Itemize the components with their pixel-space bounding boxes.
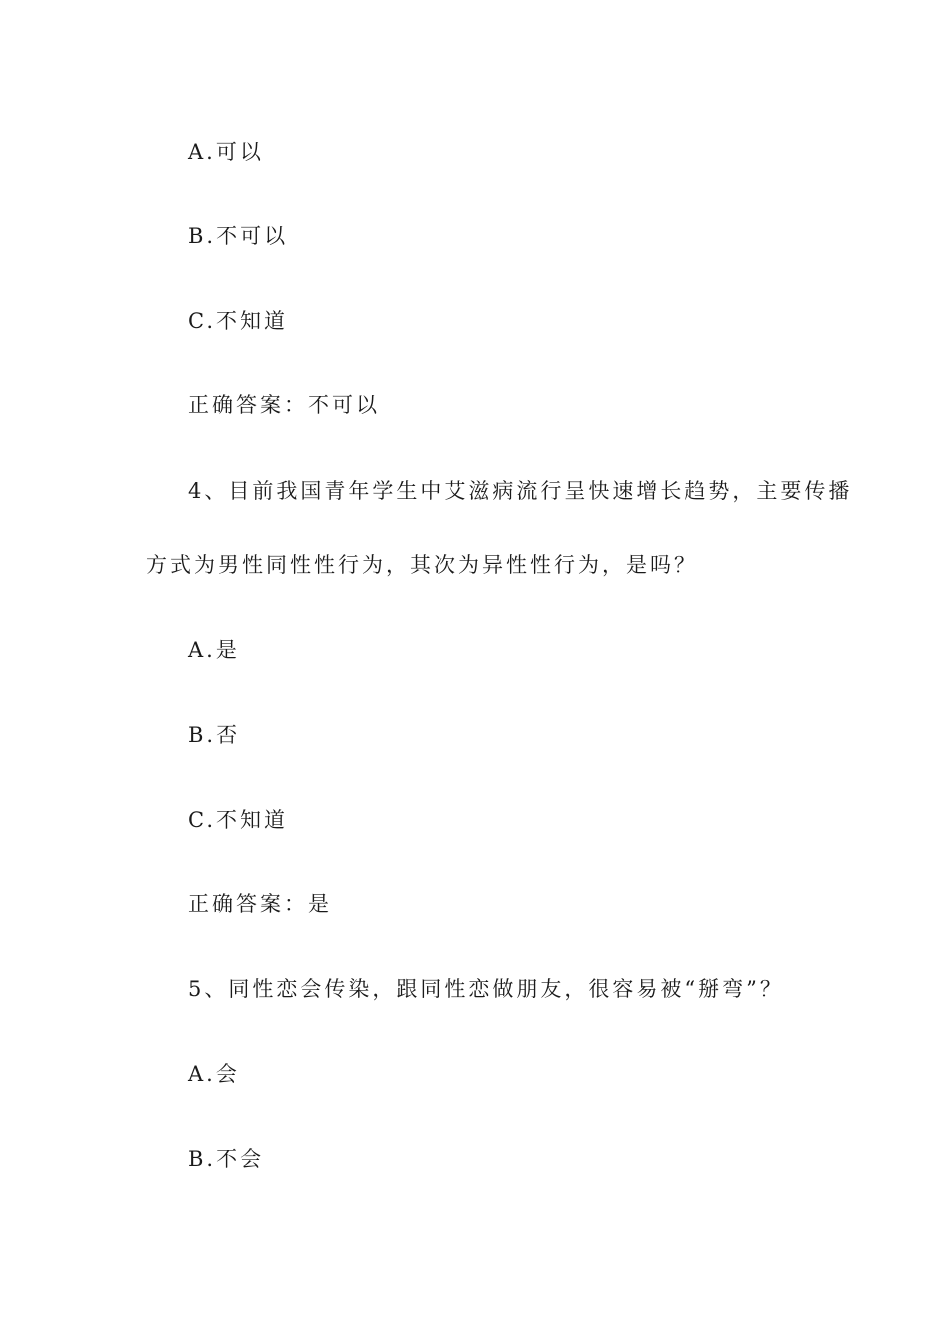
q3-option-a: A.可以 xyxy=(188,140,264,164)
q4-option-b: B.否 xyxy=(188,723,241,747)
q3-option-c: C.不知道 xyxy=(188,309,288,333)
q3-answer: 正确答案：不可以 xyxy=(188,393,380,417)
q5-option-a: A.会 xyxy=(188,1062,240,1086)
q5-question: 5、同性恋会传染，跟同性恋做朋友，很容易被“掰弯”？ xyxy=(188,977,784,1001)
q4-answer: 正确答案：是 xyxy=(188,892,332,916)
q3-option-b: B.不可以 xyxy=(188,224,289,248)
q4-option-c: C.不知道 xyxy=(188,808,288,832)
q4-option-a: A.是 xyxy=(188,638,240,662)
q5-option-b: B.不会 xyxy=(188,1147,265,1171)
q4-question-line1: 4、目前我国青年学生中艾滋病流行呈快速增长趋势，主要传播 xyxy=(188,479,853,503)
q4-question-line2: 方式为男性同性性行为，其次为异性性行为，是吗？ xyxy=(146,553,698,577)
